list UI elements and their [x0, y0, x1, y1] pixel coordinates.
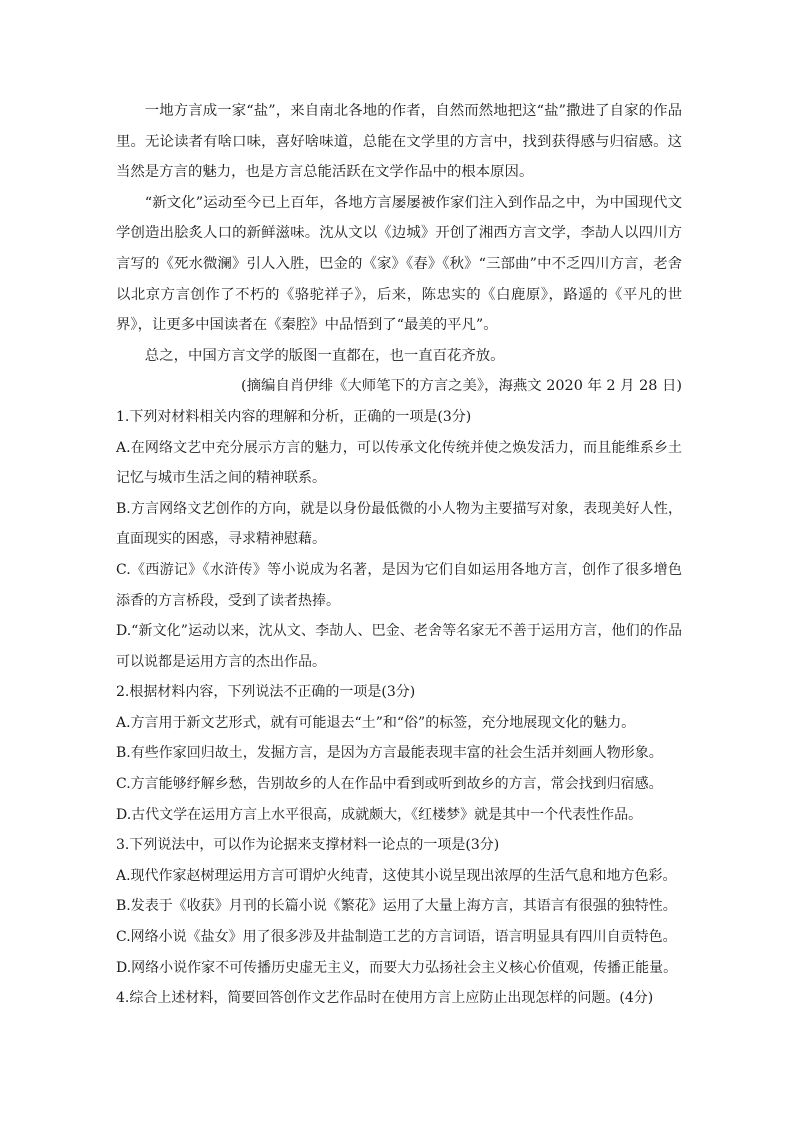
option-b: B.发表于《收获》月刊的长篇小说《繁花》运用了大量上海方言，其语言有很强的独特性。: [116, 898, 677, 915]
option-a: A.在网络文艺中充分展示方言的魅力，可以传承文化传统并使之焕发活力，而且能维系乡土记忆与城市生活之间的精神联系。: [116, 439, 682, 487]
option-c: C.网络小说《盐女》用了很多涉及井盐制造工艺的方言词语，语言明显具有四川自贡特色。: [116, 929, 677, 946]
question-1: [116, 402, 682, 677]
option-a: A.方言用于新文艺形式，就有可能退去“土”和“俗”的标签，充分地展现文化的魅力。: [116, 714, 636, 731]
question-2: [116, 677, 682, 830]
article-paragraph-3: 总之，中国方言文学的版图一直都在，也一直百花齐放。: [144, 347, 505, 364]
question-4: [116, 983, 682, 1014]
document-page: [116, 96, 682, 1014]
option-d: D.网络小说作家不可传播历史虚无主义，而要大力弘扬社会主义核心价值观，传播正能量。: [116, 959, 678, 976]
option-c: C.方言能够纾解乡愁，告别故乡的人在作品中看到或听到故乡的方言，常会找到归宿感。: [116, 776, 663, 793]
question-3: [116, 830, 682, 983]
article-source: (摘编自肖伊绯《大师笔下的方言之美》，海燕文 2020 年 2 月 28 日): [241, 378, 682, 395]
option-a: A.现代作家赵树理运用方言可谓炉火纯青，这使其小说呈现出浓厚的生活气息和地方色彩。: [116, 867, 677, 884]
question-stem: 2.根据材料内容，下列说法不正确的一项是(3分): [116, 684, 416, 701]
article-paragraph-1: 一地方言成一家“盐”，来自南北各地的作者，自然而然地把这“盐”撒进了自家的作品里。无论读者有啥口味，喜好啥味道，总能在文学里的方言中，找到获得感与归宿感。这当然是方言的魅力，也是方言总能活跃在文学作品中的根本原因。: [116, 103, 682, 181]
article-paragraph-2: “新文化”运动至今已上百年，各地方言屡屡被作家们注入到作品之中，为中国现代文学创造出脍炙人口的新鲜滋味。沈从文以《边城》开创了湘西方言文学，李劼人以四川方言写的《死水微澜》引人入胜，巴金的《家》《春》《秋》“三部曲”中不乏四川方言，老舍以北京方言创作了不朽的《骆驼祥子》，后来，陈忠实的《白鹿原》，路遥的《平凡的世界》，让更多中国读者在《秦腔》中品悟到了“最美的平凡”。: [116, 194, 682, 334]
option-d: D.“新文化”运动以来，沈从文、李劼人、巴金、老舍等名家无不善于运用方言，他们的作品可以说都是运用方言的杰出作品。: [116, 623, 682, 670]
option-b: B.有些作家回归故土，发掘方言，是因为方言最能表现丰富的社会生活并刻画人物形象。: [116, 745, 663, 762]
option-d: D.古代文学在运用方言上水平很高，成就颇大，《红楼梦》就是其中一个代表性作品。: [116, 806, 643, 823]
question-stem: 1.下列对材料相关内容的理解和分析，正确的一项是(3分): [116, 408, 472, 425]
option-b: B.方言网络文艺创作的方向，就是以身份最低微的小人物为主要描写对象，表现美好人性，直面现实的困惑，寻求精神慰藉。: [116, 500, 682, 548]
question-stem: 4.综合上述材料，简要回答创作文艺作品时在使用方言上应防止出现怎样的问题。(4分): [116, 990, 654, 1007]
question-stem: 3.下列说法中，可以作为论据来支撑材料一论点的一项是(3分): [116, 837, 500, 854]
option-c: C.《西游记》《水浒传》等小说成为名著，是因为它们自如运用各地方言，创作了很多增色添香的方言桥段，受到了读者热捧。: [116, 561, 682, 609]
